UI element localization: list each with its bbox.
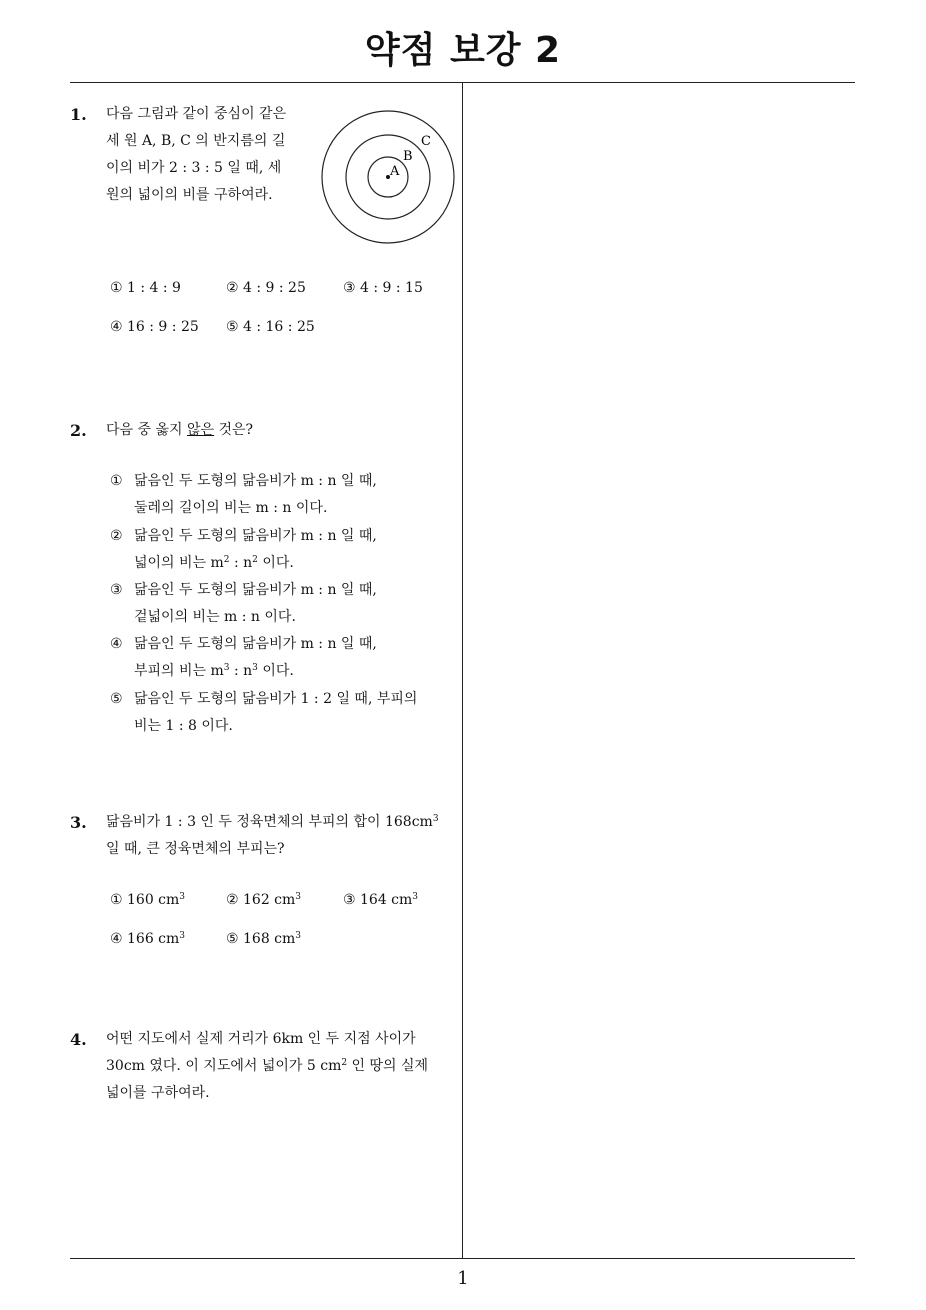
choice-label: ③ 164 cm <box>343 892 413 908</box>
question-number: 2. <box>70 421 87 440</box>
option-line: 둘레의 길이의 비는 m : n 이다. <box>134 500 328 516</box>
question-text <box>106 1026 428 1107</box>
choice-label: ④ 166 cm <box>110 931 180 947</box>
option-line: 비는 1 : 8 이다. <box>134 718 233 734</box>
question-line: 원의 넓이의 비를 구하여라. <box>106 187 273 203</box>
question-line: 일 때, 큰 정육면체의 부피는? <box>106 841 285 857</box>
question-line: 이의 비가 2 : 3 : 5 일 때, 세 <box>106 160 282 176</box>
option-line: 겉넓이의 비는 m : n 이다. <box>134 609 296 625</box>
question-line: 넓이를 구하여라. <box>106 1085 210 1101</box>
answer-choice[interactable]: ④ 16 : 9 : 25 <box>110 319 199 335</box>
question-text <box>106 101 286 209</box>
question-text <box>106 417 253 444</box>
superscript: 2 <box>252 555 258 565</box>
concentric-circles-figure <box>318 101 460 251</box>
question-line <box>106 1053 428 1080</box>
choice-label: ① 160 cm <box>110 892 180 908</box>
text-part: 부피의 비는 m <box>134 663 224 679</box>
answer-choice[interactable] <box>226 887 301 914</box>
text-part: : n <box>229 555 253 571</box>
page-number: 1 <box>457 1268 469 1289</box>
option-mark: ③ <box>110 582 123 598</box>
option-line: 닮음인 두 도형의 닮음비가 m : n 일 때, <box>134 582 377 598</box>
superscript: 3 <box>252 663 258 673</box>
superscript: 3 <box>412 892 419 902</box>
question-line: 어떤 지도에서 실제 거리가 6km 인 두 지점 사이가 <box>106 1031 416 1047</box>
superscript: 3 <box>223 663 230 673</box>
label-b: B <box>403 149 413 164</box>
superscript: 3 <box>432 814 439 824</box>
question-text <box>106 809 439 863</box>
option-line: 닮음인 두 도형의 닮음비가 1 : 2 일 때, 부피의 <box>134 691 418 707</box>
option-4[interactable] <box>110 631 377 685</box>
superscript: 3 <box>295 892 302 902</box>
option-5[interactable] <box>110 686 417 740</box>
label-a: A <box>390 164 400 179</box>
option-3[interactable] <box>110 577 377 631</box>
choice-label: ② 162 cm <box>226 892 296 908</box>
superscript: 3 <box>179 931 186 941</box>
answer-choice[interactable] <box>343 887 418 914</box>
page-title: 약점 보강 2 <box>364 30 562 71</box>
question-number: 4. <box>70 1030 87 1049</box>
question-line: 세 원 A, B, C 의 반지름의 길 <box>106 133 286 149</box>
option-line <box>110 658 377 685</box>
question-number: 3. <box>70 813 87 832</box>
option-1[interactable] <box>110 468 377 522</box>
superscript: 2 <box>223 555 230 565</box>
option-line: 닮음인 두 도형의 닮음비가 m : n 일 때, <box>134 636 377 652</box>
footer-rule <box>70 1258 855 1259</box>
question-line: 다음 그림과 같이 중심이 같은 <box>106 106 287 122</box>
superscript: 3 <box>179 892 186 902</box>
answer-choice[interactable]: ⑤ 4 : 16 : 25 <box>226 319 315 335</box>
text-part: : n <box>229 663 253 679</box>
label-c: C <box>421 134 431 149</box>
answer-choice[interactable] <box>110 887 185 914</box>
text-part: 닮음비가 1 : 3 인 두 정육면체의 부피의 합이 168cm <box>106 814 433 830</box>
question-text-part: 것은? <box>214 422 254 438</box>
question-line <box>106 809 439 836</box>
column-divider <box>462 82 463 1258</box>
superscript: 3 <box>295 931 302 941</box>
answer-choice[interactable] <box>110 926 185 953</box>
option-mark: ② <box>110 528 123 544</box>
question-3 <box>70 809 462 959</box>
choice-label: ⑤ 168 cm <box>226 931 296 947</box>
answer-choice[interactable]: ② 4 : 9 : 25 <box>226 280 306 296</box>
question-text-part: 다음 중 옳지 <box>106 422 187 438</box>
text-part: 이다. <box>257 663 294 679</box>
answer-choice[interactable]: ③ 4 : 9 : 15 <box>343 280 423 296</box>
question-4 <box>70 1026 462 1116</box>
text-part: 이다. <box>257 555 294 571</box>
superscript: 2 <box>341 1058 348 1068</box>
option-mark: ① <box>110 473 123 489</box>
option-mark: ④ <box>110 636 123 652</box>
option-mark: ⑤ <box>110 691 123 707</box>
underlined-word: 않은 <box>186 422 215 438</box>
option-2[interactable] <box>110 523 377 577</box>
text-part: 넓이의 비는 m <box>134 555 224 571</box>
option-line <box>110 550 377 577</box>
question-number: 1. <box>70 105 87 124</box>
text-part: 인 땅의 실제 <box>347 1058 429 1074</box>
answer-choice[interactable]: ① 1 : 4 : 9 <box>110 280 181 296</box>
answer-choice[interactable] <box>226 926 301 953</box>
text-part: 30cm 였다. 이 지도에서 넓이가 5 cm <box>106 1058 342 1074</box>
question-2 <box>70 417 462 747</box>
option-line: 닮음인 두 도형의 닮음비가 m : n 일 때, <box>134 528 377 544</box>
option-line: 닮음인 두 도형의 닮음비가 m : n 일 때, <box>134 473 377 489</box>
